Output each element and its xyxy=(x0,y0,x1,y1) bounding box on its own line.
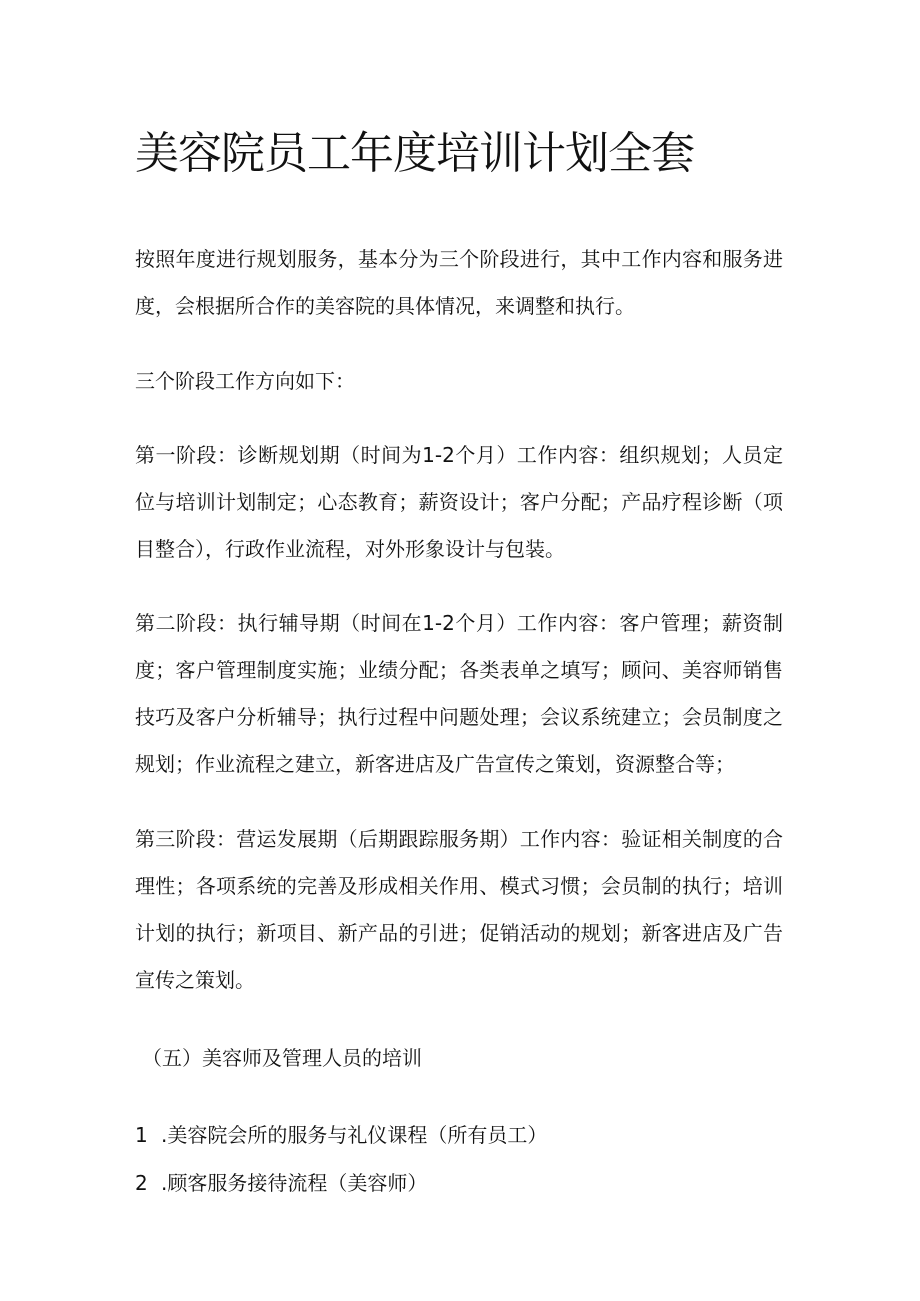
directions-heading: 三个阶段工作方向如下： xyxy=(135,369,355,393)
training-item-2 xyxy=(135,1160,427,1207)
training-item-text: .美容院会所的服务与礼仪课程（所有员工） xyxy=(161,1123,548,1147)
stage-1-paragraph: 第一阶段：诊断规划期（时间为1-2个月）工作内容：组织规划；人员定位与培训计划制定；心态教育；薪资设计；客户分配；产品疗程诊断（项目整合），行政作业流程，对外形象设计与包装。 xyxy=(135,443,783,561)
training-item-1 xyxy=(135,1112,547,1159)
stage-3-paragraph: 第三阶段：营运发展期（后期跟踪服务期）工作内容：验证相关制度的合理性；各项系统的完善及形成相关作用、模式习惯；会员制的执行；培训计划的执行；新项目、新产品的引进；促销活动的规划；新客进店及广告宣传之策划。 xyxy=(135,827,783,992)
training-item-number: 2 xyxy=(135,1171,148,1195)
document-title: 美容院员工年度培训计划全套 xyxy=(135,128,694,179)
section-heading: （五）美容师及管理人员的培训 xyxy=(142,1046,422,1070)
training-item-text: .顾客服务接待流程（美容师） xyxy=(161,1171,428,1195)
stage-2-paragraph: 第二阶段：执行辅导期（时间在1-2个月）工作内容：客户管理；薪资制度；客户管理制度实施；业绩分配；各类表单之填写；顾问、美容师销售技巧及客户分析辅导；执行过程中问题处理；会议系统建立；会员制度之规划；作业流程之建立，新客进店及广告宣传之策划，资源整合等； xyxy=(135,611,783,776)
intro-paragraph: 按照年度进行规划服务，基本分为三个阶段进行，其中工作内容和服务进度，会根据所合作的美容院的具体情况，来调整和执行。 xyxy=(135,247,783,318)
training-item-number: 1 xyxy=(135,1123,148,1147)
